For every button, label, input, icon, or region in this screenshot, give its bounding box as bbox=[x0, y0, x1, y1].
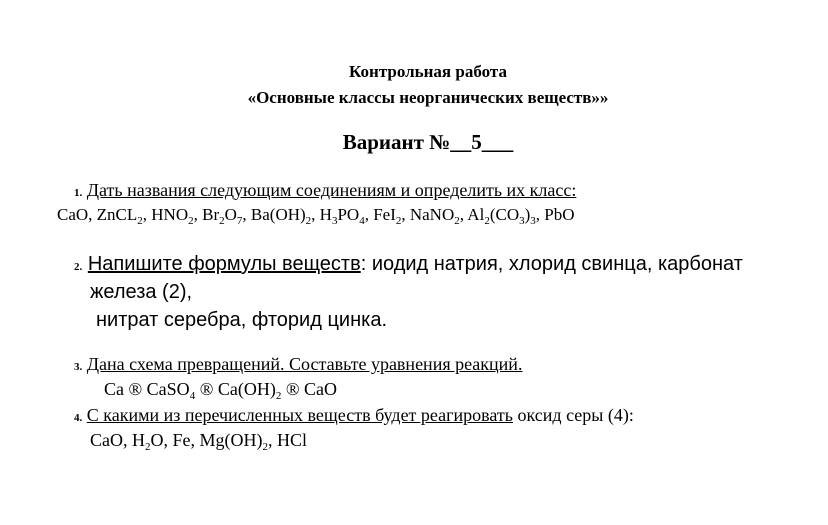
question-3-text: Дана схема превращений. Составьте уравнения реакций. bbox=[86, 354, 523, 374]
question-1-text: Дать названия следующим соединениям и определить их класс: bbox=[86, 180, 577, 200]
question-3 bbox=[74, 354, 522, 375]
formula-list: CaO, ZnCL$_2$, $HNO_2$, $Br_2O_7$, $Ba(OH)_2$, $H_3PO_4$, FeI$_2$, NaNO$_2$, $Al_2(CO_3)_3$, PbO bbox=[57, 205, 575, 227]
question-1-number: 1. bbox=[74, 187, 83, 199]
question-4-text-underlined: С какими из перечисленных веществ будет реагировать bbox=[86, 405, 513, 425]
substance-list: CaO, $H_2O$, Fe, $Mg(OH)_2$, HCl bbox=[90, 430, 308, 453]
question-2-text-underlined: Напишите формулы веществ bbox=[87, 253, 361, 275]
question-2-line-2: железа (2), bbox=[90, 281, 193, 303]
question-2-text-rest: : иодид натрия, хлорид свинца, карбонат bbox=[360, 253, 743, 275]
document-subtitle: «Основные классы неорганических веществ»» bbox=[247, 88, 609, 107]
document-title: Контрольная работа bbox=[349, 62, 507, 81]
variant-heading: Вариант №__5___ bbox=[342, 130, 514, 154]
question-4-number: 4. bbox=[74, 412, 83, 424]
question-3-number: 3. bbox=[74, 361, 83, 373]
question-1-formulas bbox=[57, 205, 575, 225]
question-4 bbox=[74, 405, 634, 426]
question-1 bbox=[74, 180, 576, 201]
question-2 bbox=[74, 253, 743, 276]
question-4-text-rest: оксид серы (4): bbox=[513, 405, 634, 425]
question-3-scheme bbox=[104, 379, 337, 400]
transformation-scheme: Ca ® CaSO$_4$ ® $Ca(OH)_2$ ® CaO bbox=[104, 379, 338, 402]
question-4-substances bbox=[90, 430, 307, 451]
question-2-number: 2. bbox=[74, 261, 83, 273]
question-2-line-3: нитрат серебра, фторид цинка. bbox=[96, 309, 387, 331]
